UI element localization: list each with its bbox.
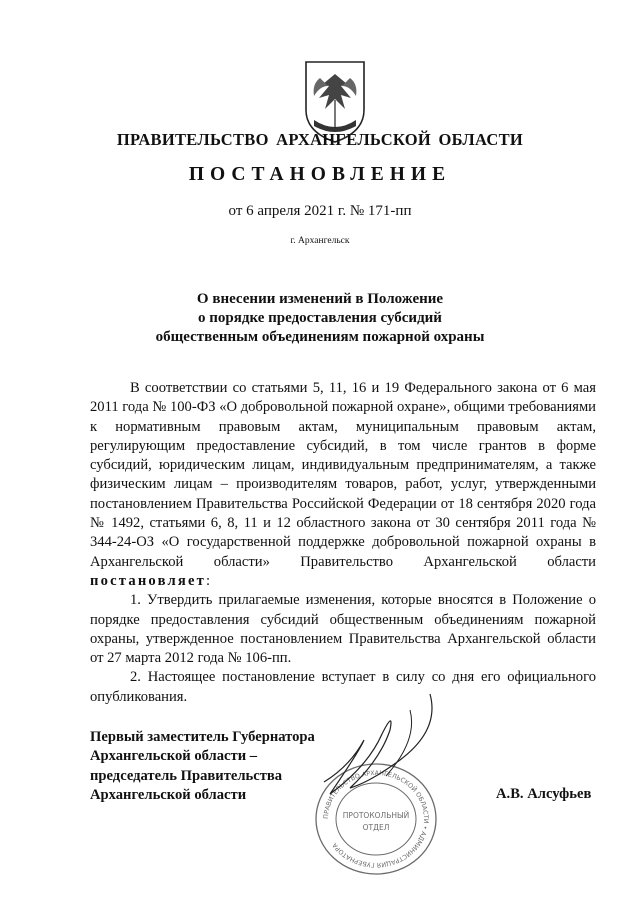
title-line: О внесении изменений в Положение — [196, 291, 444, 307]
preamble-text: В соответствии со статьями 5, 11, 16 и 19 Федерального закона от 6 мая 2011 года № 100-ФЗ «О добровольной пожарной охране», общими требованиями к нормативным правовым актам, муниципальным правовым актам, регулирующим предоставление субсидий, в том числе грантов в форме субсидий, юридическим лицам, индивидуальным предпринимателям, а также физическим лицам – производителям товаров, работ, услуг, утвержденными постановлением Правительства Российской Федерации от 18 сентября 2020 года № 1492, статьями 6, 8, 11 и 12 областного закона от 30 сентября 2011 года № 344-24-ОЗ «О государственной поддержке добровольной пожарной охраны в Архангельской области» Правительство Архангельской области — [90, 380, 596, 570]
resolves-word: постановляет — [90, 572, 206, 589]
title-line: о порядке предоставления субсидий — [198, 310, 442, 326]
stamp-line: ПРОТОКОЛЬНЫЙ — [342, 811, 410, 820]
document-title — [0, 290, 640, 347]
item-2: 2. Настоящее постановление вступает в силу со дня его официального опубликования. — [90, 669, 596, 705]
document-type: ПОСТАНОВЛЕНИЕ — [188, 164, 452, 185]
handwritten-signature — [290, 690, 450, 800]
resolves-colon: : — [206, 572, 211, 589]
signer-line: Архангельской области — [90, 787, 247, 804]
title-line: общественным объединениям пожарной охраны — [155, 329, 485, 345]
date-number: от 6 апреля 2021 г. № 171-пп — [228, 203, 412, 219]
item-1: 1. Утвердить прилагаемые изменения, которые вносятся в Положение о порядке предоставления субсидий общественным объединениям пожарной охраны, утвержденное постановлением Правительства Архангельской области от 27 марта 2012 года № 106-пп. — [90, 592, 596, 667]
signer-position — [90, 728, 315, 806]
signer-line: Первый заместитель Губернатора — [90, 729, 315, 745]
city: г. Архангельск — [290, 236, 350, 246]
document-body — [90, 379, 596, 707]
stamp-ring-text: ПРАВИТЕЛЬСТВО АРХАНГЕЛЬСКОЙ ОБЛАСТИ • АДМИНИСТРАЦИЯ ГУБЕРНАТОРА — [322, 769, 430, 869]
government-name: ПРАВИТЕЛЬСТВО АРХАНГЕЛЬСКОЙ ОБЛАСТИ — [116, 130, 524, 149]
stamp-line: ОТДЕЛ — [362, 823, 390, 832]
preamble-paragraph — [90, 379, 596, 591]
signer-name: А.В. Алсуфьев — [496, 786, 592, 802]
signer-line: Архангельской области – — [90, 748, 258, 765]
signer-line: председатель Правительства — [90, 767, 283, 784]
